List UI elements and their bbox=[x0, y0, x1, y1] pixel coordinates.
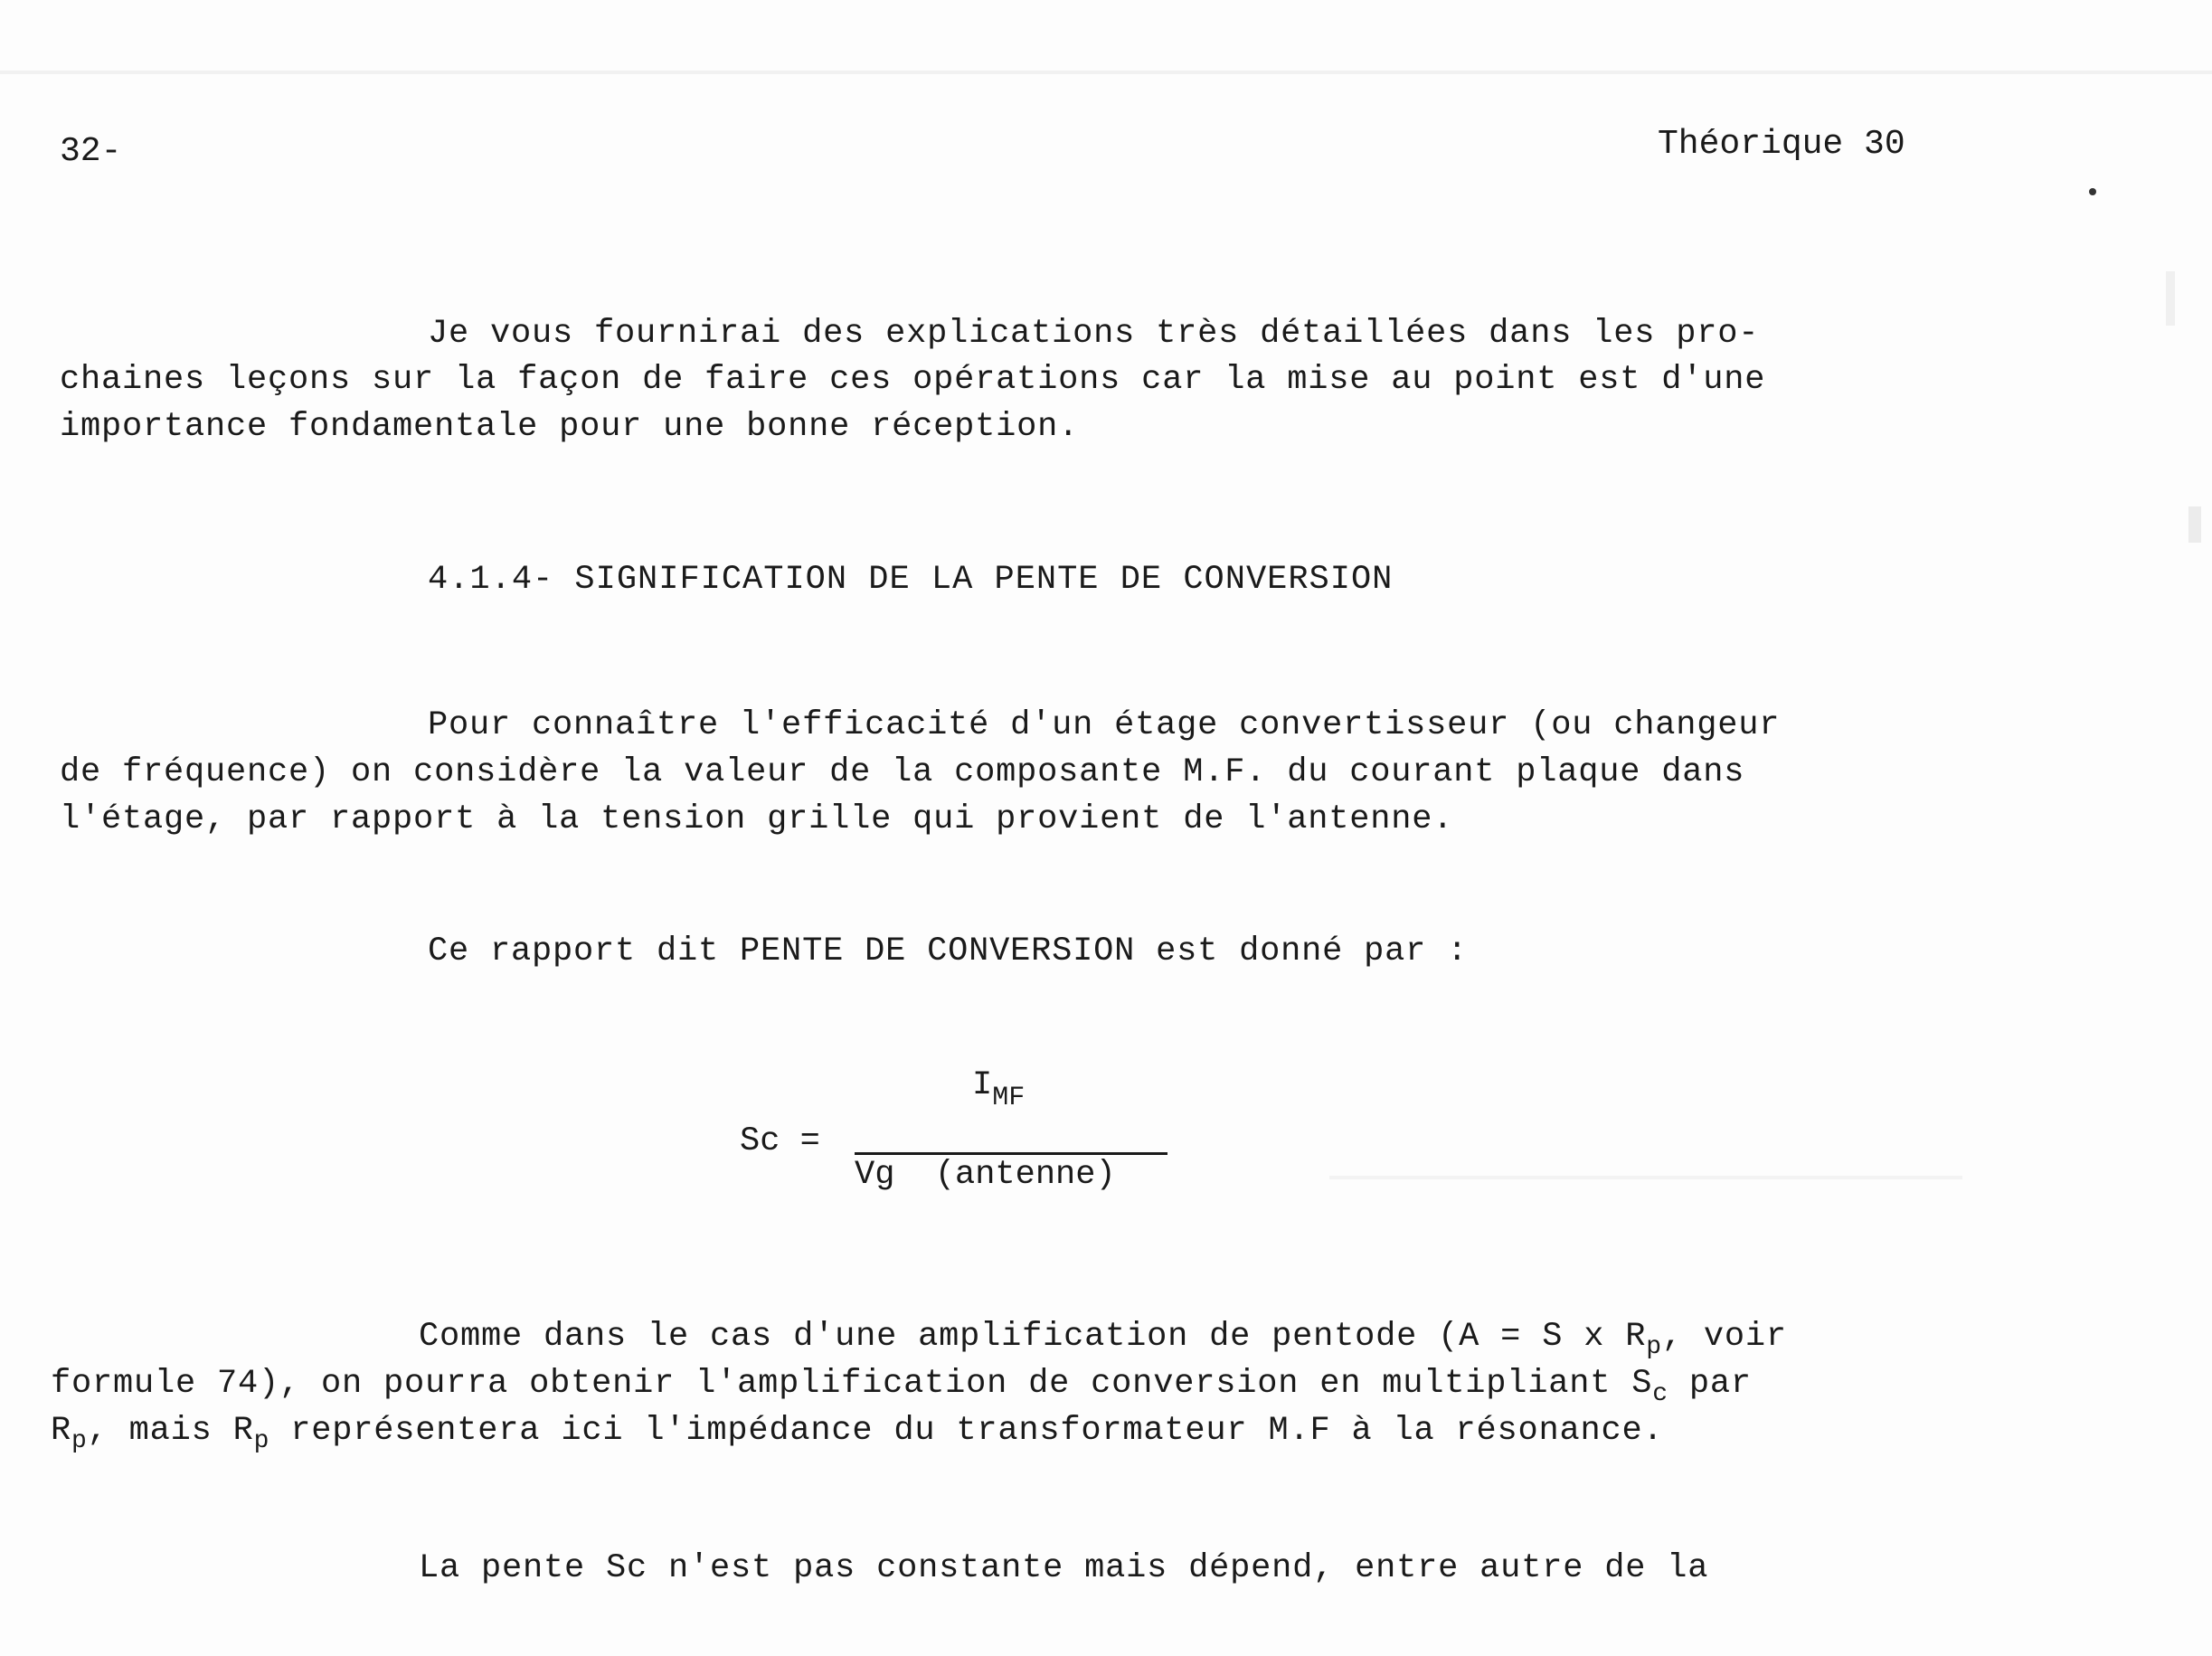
formula-denominator: Vg (antenne) bbox=[855, 1156, 1116, 1194]
numerator-symbol: I bbox=[972, 1066, 993, 1104]
formula-numerator bbox=[972, 1066, 1025, 1113]
paragraph-line: chaines leçons sur la façon de faire ces opérations car la mise au point est d'une bbox=[60, 361, 1766, 399]
paragraph-line: importance fondamentale pour une bonne réception. bbox=[60, 408, 1080, 446]
line-text: , voir bbox=[1661, 1318, 1787, 1356]
numerator-subscript: MF bbox=[992, 1083, 1026, 1113]
line-text: , mais R bbox=[87, 1412, 254, 1450]
formula-lhs: Sc = bbox=[740, 1122, 820, 1160]
fraction-bar bbox=[855, 1152, 1167, 1155]
paragraph-line: La pente Sc n'est pas constante mais dépend, entre autre de la bbox=[419, 1549, 1709, 1587]
paragraph-line: l'étage, par rapport à la tension grille qui provient de l'antenne. bbox=[60, 800, 1454, 838]
scan-artifact bbox=[0, 71, 2212, 74]
scan-artifact bbox=[2166, 271, 2175, 326]
paragraph-line: de fréquence) on considère la valeur de la composante M.F. du courant plaque dans bbox=[60, 753, 1745, 791]
section-heading: 4.1.4- SIGNIFICATION DE LA PENTE DE CONVERSION bbox=[428, 561, 1394, 599]
scan-artifact bbox=[2188, 506, 2201, 543]
subscript: p bbox=[1646, 1333, 1662, 1361]
line-text: Comme dans le cas d'une amplification de pentode (A = S x R bbox=[419, 1318, 1647, 1356]
subscript: p bbox=[253, 1427, 270, 1455]
paragraph-line: Pour connaître l'efficacité d'un étage convertisseur (ou changeur bbox=[428, 706, 1781, 744]
line-text: formule 74), on pourra obtenir l'amplification de conversion en multipliant S bbox=[51, 1365, 1653, 1403]
line-text: par bbox=[1668, 1365, 1752, 1403]
paragraph-line: Ce rapport dit PENTE DE CONVERSION est donné par : bbox=[428, 932, 1469, 970]
conversion-slope-formula bbox=[733, 1063, 1185, 1207]
page-number: 32- bbox=[60, 132, 122, 171]
paragraph-line bbox=[51, 1407, 1664, 1465]
speck bbox=[2089, 188, 2096, 195]
line-text: R bbox=[51, 1412, 72, 1450]
paragraph-line: Je vous fournirai des explications très détaillées dans les pro- bbox=[428, 315, 1760, 353]
scan-artifact bbox=[1329, 1176, 1962, 1179]
subscript: c bbox=[1652, 1380, 1668, 1408]
section-title: Théorique 30 bbox=[1658, 125, 1905, 164]
subscript: p bbox=[71, 1427, 88, 1455]
line-text: représentera ici l'impédance du transformateur M.F à la résonance. bbox=[269, 1412, 1664, 1450]
